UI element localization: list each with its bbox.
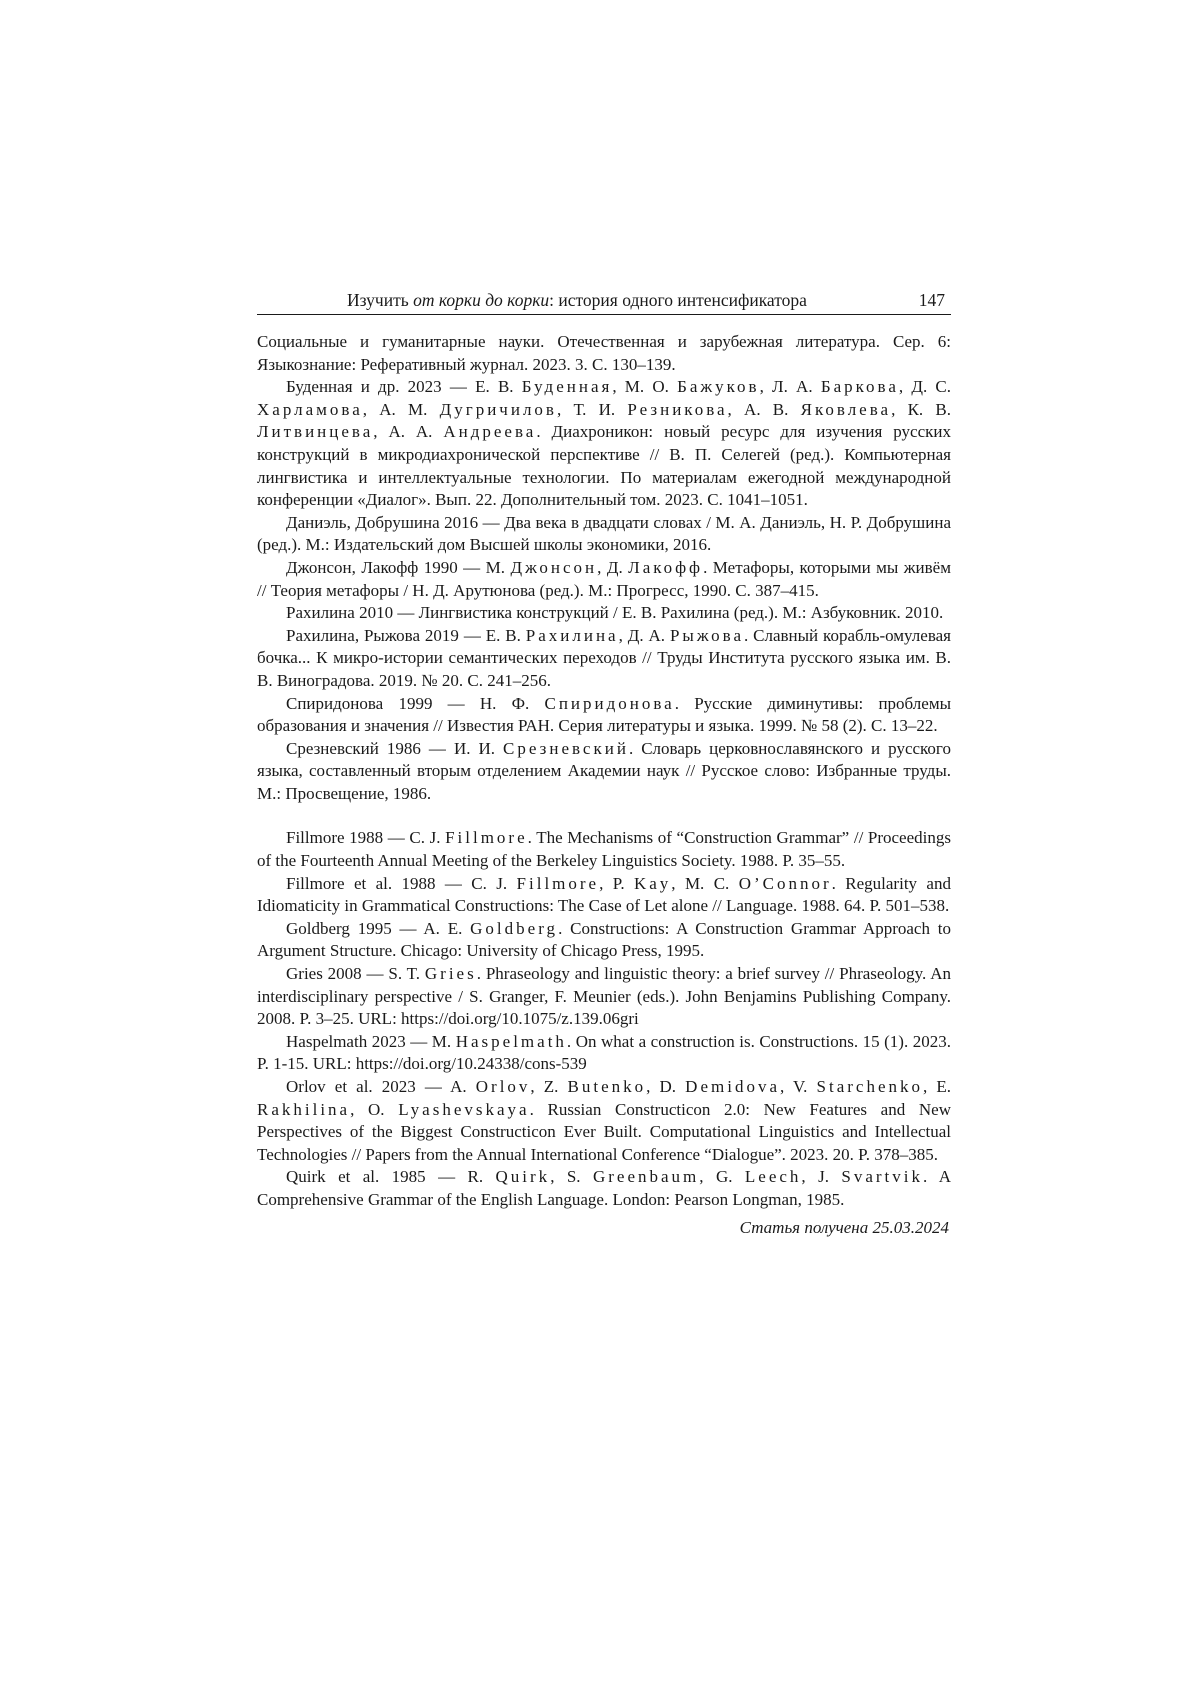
reference-text: , M. C. bbox=[671, 873, 739, 893]
author-surname: Андреева bbox=[443, 422, 537, 442]
author-surname: Рыжова bbox=[669, 625, 744, 645]
author-surname: Джонсон bbox=[510, 557, 598, 577]
reference-text: . On what a construction is. Constructions. 15 (1). 2023. P. 1-15. URL: https://doi.org/10.24338/cons-539 bbox=[257, 1031, 951, 1074]
title-end: : история одного интенсификатора bbox=[549, 290, 807, 310]
reference-text: Haspelmath 2023 — M. bbox=[286, 1031, 456, 1051]
reference-entry bbox=[257, 873, 951, 918]
reference-text: Gries 2008 — S. T. bbox=[286, 964, 425, 984]
reference-text: Fillmore et al. 1988 — C. J. bbox=[286, 873, 517, 893]
author-surname: Яковлева bbox=[800, 399, 892, 419]
reference-entry bbox=[257, 602, 951, 625]
reference-text: , P. bbox=[599, 873, 634, 893]
author-surname: Дугричилов bbox=[439, 399, 557, 419]
reference-entry bbox=[257, 512, 951, 557]
reference-entry bbox=[257, 963, 951, 1031]
author-surname: Svartvik bbox=[841, 1167, 923, 1187]
author-surname: Orlov bbox=[475, 1077, 531, 1096]
reference-text: Срезневский 1986 — И. И. bbox=[286, 738, 504, 758]
author-surname: Rakhilina bbox=[257, 1099, 351, 1119]
reference-text: Рахилина, Рыжова 2019 — Е. В. bbox=[286, 625, 526, 645]
reference-text: Буденная и др. 2023 — Е. В. bbox=[286, 377, 522, 397]
received-date-note: Статья получена 25.03.2024 bbox=[739, 1217, 949, 1237]
author-surname: Fillmore bbox=[516, 873, 600, 893]
reference-entry bbox=[257, 1166, 951, 1211]
reference-text: . Славный корабль-омулевая бочка... К микро-истории семантических переходов // Труды Института русского языка им. В. В. Виноградова. 2019. № 20. С. 241–256. bbox=[257, 625, 952, 690]
reference-entry bbox=[257, 827, 951, 872]
author-surname: Срезневский bbox=[503, 738, 629, 758]
author-surname: Лакофф bbox=[628, 557, 704, 577]
reference-text: Рахилина 2010 — Лингвистика конструкций / Е. В. Рахилина (ред.). М.: Азбуковник. 2010. bbox=[286, 603, 944, 623]
author-surname: Рахилина bbox=[525, 625, 619, 645]
author-surname: Харламова bbox=[257, 399, 363, 419]
author-surname: Резникова bbox=[627, 399, 728, 419]
author-surname: Буденная bbox=[521, 377, 613, 397]
reference-text: , А. М. bbox=[362, 399, 440, 419]
page-number: 147 bbox=[918, 290, 945, 310]
author-surname: Starchenko bbox=[816, 1077, 923, 1096]
reference-text: , Т. И. bbox=[556, 399, 628, 419]
reference-text: , Д. С. bbox=[898, 377, 951, 397]
reference-text: . Constructions: A Construction Grammar Approach to Argument Structure. Chicago: University of Chicago Press, 1995. bbox=[257, 918, 951, 961]
reference-text: , S. bbox=[550, 1167, 593, 1187]
reference-text: , G. bbox=[699, 1167, 745, 1187]
author-surname: Баркова bbox=[820, 377, 899, 397]
reference-text: Orlov et al. 2023 — A. bbox=[286, 1077, 476, 1096]
reference-text: Fillmore 1988 — C. J. bbox=[286, 828, 446, 848]
title-italic-idiom: от корки до корки bbox=[413, 290, 550, 310]
reference-text: Quirk et al. 1985 — R. bbox=[286, 1167, 496, 1187]
reference-entry bbox=[257, 738, 951, 806]
reference-text: . A Comprehensive Grammar of the English Language. London: Pearson Longman, 1985. bbox=[257, 1167, 951, 1209]
english-references bbox=[257, 827, 951, 1211]
author-surname: O’Connor bbox=[738, 873, 832, 893]
reference-text: . Русские диминутивы: проблемы образования и значения // Известия РАН. Серия литературы и языка. 1999. № 58 (2). С. 13–22. bbox=[257, 693, 951, 736]
reference-text: . Phraseology and linguistic theory: a brief survey // Phraseology. An interdisciplinary perspective / S. Granger, F. Meunier (eds.). John Benjamins Publishing Company. 2008. P. 3–25. URL: https://doi.org/10.1075/z.139.06gri bbox=[257, 964, 951, 1029]
reference-entry bbox=[257, 1076, 951, 1166]
reference-text: . Russian Constructicon 2.0: New Features and New Perspectives of the Biggest Constructicon Ever Built. Computational Linguistics and Intellectual Technologies // Papers from the Annual International Conference “Dialogue”. 2023. 20. P. 378–385. bbox=[257, 1099, 951, 1164]
author-surname: Спиридонова bbox=[544, 693, 675, 713]
reference-text: , Д. bbox=[597, 557, 629, 577]
reference-text: Goldberg 1995 — A. E. bbox=[286, 918, 471, 938]
reference-text: . Метафоры, которыми мы живём // Теория метафоры / Н. Д. Арутюнова (ред.). М.: Прогресс, 1990. С. 387–415. bbox=[257, 557, 951, 600]
reference-entry bbox=[257, 331, 951, 376]
author-surname: Gries bbox=[424, 964, 477, 984]
reference-text: , O. bbox=[350, 1099, 399, 1119]
author-surname: Haspelmath bbox=[455, 1031, 567, 1051]
author-surname: Литвинцева bbox=[257, 422, 374, 442]
reference-text: , J. bbox=[801, 1167, 842, 1187]
reference-text: . Диахроникон: новый ресурс для изучения русских конструкций в микродиахронической перспективе // В. П. Селегей (ред.). Компьютерная лингвистика и интеллектуальные технологии. По материалам ежегодной международной конференции «Диалог». Вып. 22. Дополнительный том. 2023. С. 1041–1051. bbox=[257, 422, 951, 510]
author-surname: Goldberg bbox=[470, 918, 559, 938]
author-surname: Бажуков bbox=[677, 377, 760, 397]
author-surname: Fillmore bbox=[445, 828, 528, 848]
running-head bbox=[257, 286, 951, 315]
reference-text: , М. О. bbox=[612, 377, 678, 397]
author-surname: Quirk bbox=[495, 1167, 551, 1187]
section-gap bbox=[257, 805, 951, 827]
reference-text: Джонсон, Лакофф 1990 — М. bbox=[286, 557, 511, 577]
reference-text: , Л. А. bbox=[759, 377, 821, 397]
author-surname: Lyashevskaya bbox=[398, 1099, 530, 1119]
reference-text: , Z. bbox=[530, 1077, 568, 1096]
reference-list bbox=[257, 331, 951, 1212]
reference-text: . Словарь церковнославянского и русского языка, составленный вторым отделением Академии наук // Русское слово: Избранные труды. М.: Просвещение, 1986. bbox=[257, 738, 951, 803]
title-start: Изучить bbox=[347, 290, 414, 310]
author-surname: Leech bbox=[744, 1167, 802, 1187]
reference-text: , Д. А. bbox=[618, 625, 670, 645]
reference-entry bbox=[257, 693, 951, 738]
reference-text: Спиридонова 1999 — Н. Ф. bbox=[286, 693, 545, 713]
reference-text: , А. А. bbox=[373, 422, 444, 442]
reference-entry bbox=[257, 625, 951, 693]
author-surname: Kay bbox=[633, 873, 672, 893]
reference-text: Социальные и гуманитарные науки. Отечественная и зарубежная литература. Сер. 6: Языкознание: Реферативный журнал. 2023. 3. С. 130–139. bbox=[257, 332, 951, 374]
russian-references bbox=[257, 331, 951, 805]
reference-entry bbox=[257, 1031, 951, 1076]
author-surname: Greenbaum bbox=[592, 1167, 700, 1187]
reference-text: , D. bbox=[646, 1077, 686, 1096]
reference-text: Даниэль, Добрушина 2016 — Два века в двадцати словах / М. А. Даниэль, Н. Р. Добрушина (ред.). М.: Издательский дом Высшей школы экономики, 2016. bbox=[257, 512, 951, 555]
reference-entry bbox=[257, 376, 951, 512]
running-title bbox=[347, 286, 807, 314]
reference-text: , А. В. bbox=[727, 399, 801, 419]
reference-text: , К. В. bbox=[891, 399, 951, 419]
reference-text: . The Mechanisms of “Construction Grammar” // Proceedings of the Fourteenth Annual Meeting of the Berkeley Linguistics Society. 1988. P. 35–55. bbox=[257, 828, 951, 871]
author-surname: Butenko bbox=[567, 1077, 647, 1096]
reference-text: , V. bbox=[780, 1077, 817, 1096]
reference-entry bbox=[257, 918, 951, 963]
reference-text: . Regularity and Idiomaticity in Grammatical Constructions: The Case of Let alone // Language. 1988. 64. P. 501–538. bbox=[257, 873, 951, 916]
reference-entry bbox=[257, 557, 951, 602]
page bbox=[257, 286, 951, 1240]
reference-text: , E. bbox=[923, 1077, 952, 1096]
author-surname: Demidova bbox=[685, 1077, 780, 1096]
